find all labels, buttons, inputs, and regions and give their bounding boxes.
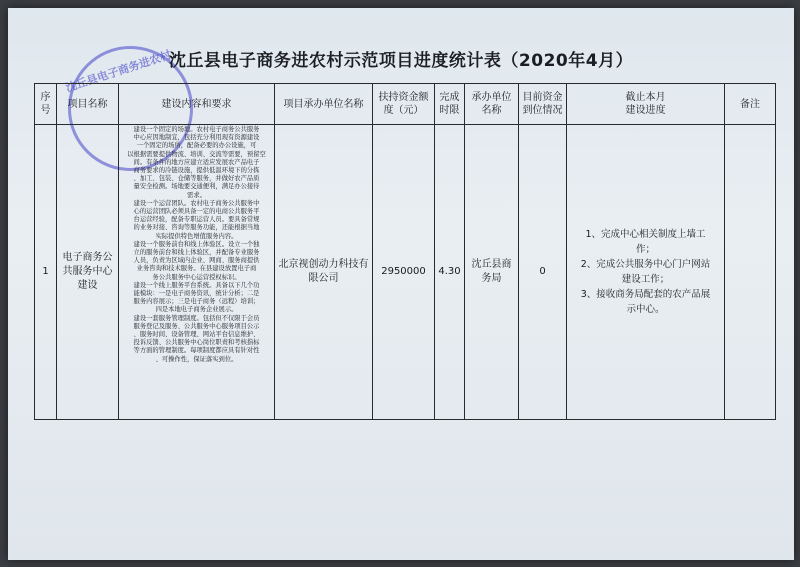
content-line: 人员，负责为区域内企业、网商、服务商提供 xyxy=(133,257,260,265)
cell-deadline: 4.30 xyxy=(435,125,465,420)
header-progress xyxy=(567,84,725,125)
content-line: 、服务时间、设备管理、网站平台信息维护、 xyxy=(133,331,260,339)
cell-contractor: 北京视创动力科技有限公司 xyxy=(275,125,373,420)
content-line: 建设一个线上服务平台系统。具备以下几个功 xyxy=(133,281,260,289)
header-progress-line1: 截止本月 xyxy=(625,92,666,103)
header-progress-line2: 建设进度 xyxy=(625,105,666,116)
cell-project-name: 电子商务公共服务中心建设 xyxy=(57,125,119,420)
content-line: 实际提供特色增值服务内容。 xyxy=(155,232,238,240)
cell-funding: 2950000 xyxy=(373,125,435,420)
content-line: 以根据需要提供物流、培训、交流等需要，预留空 xyxy=(127,150,266,158)
cell-host: 沈丘县商务局 xyxy=(465,125,519,420)
content-line: 心的运营团队必须具备一定的电商公共服务平 xyxy=(133,208,260,216)
content-line: 建设一套服务管理制度。包括但不仅限于会员 xyxy=(133,314,260,322)
content-line: 的业务对接、咨询等服务功能，还能根据当地 xyxy=(133,224,260,232)
content-line: 需求。 xyxy=(187,191,206,199)
table-row xyxy=(35,125,776,420)
content-line: 间。有条件的地方应建立适应发展农产品电子 xyxy=(133,158,260,166)
header-remarks: 备注 xyxy=(725,84,776,125)
content-line: 四是本地电子商务企业展示。 xyxy=(155,306,238,314)
cell-progress xyxy=(567,125,725,420)
table-header-row xyxy=(35,84,776,125)
page-title: 沈丘县电子商务进农村示范项目进度统计表（2020年4月） xyxy=(168,51,634,71)
content-line: 、加工、包装、仓储等服务，并做好农产品质 xyxy=(133,175,260,183)
content-line: 立的服务前台和线上体验区，并配备专业服务 xyxy=(133,249,260,257)
cell-remarks xyxy=(725,125,776,420)
progress-line: 建设工作； xyxy=(621,274,670,285)
content-line: 商务要求的冷链设施，提供低温环境下的分拣 xyxy=(133,167,260,175)
official-seal: 沈丘县电子商务进农村 xyxy=(52,30,210,188)
content-line: 、可操作性，保证落实到位。 xyxy=(155,355,238,363)
header-funding: 扶持资金额度（元） xyxy=(373,84,435,125)
header-contractor: 项目承办单位名称 xyxy=(275,84,373,125)
content-line: 务公共服务中心运营授权标识。 xyxy=(152,273,241,281)
progress-line: 2、完成公共服务中心门户网站 xyxy=(580,259,711,270)
content-line: 量安全检测。场地要交通便利，满足办公接待 xyxy=(133,183,260,191)
document-sheet xyxy=(8,8,794,560)
content-line: 业务咨询和技术服务。在县建设放置电子商 xyxy=(136,265,257,273)
progress-table xyxy=(34,83,776,420)
header-index: 序号 xyxy=(35,84,57,125)
header-project-name: 项目名称 xyxy=(57,84,119,125)
content-line: 台运营经验，配备专职运营人员。要具备常规 xyxy=(133,216,260,224)
header-host: 承办单位名称 xyxy=(465,84,519,125)
content-line: 能模块：一是电子商务资讯，统计分析；二是 xyxy=(133,290,260,298)
progress-line: 1、完成中心相关制度上墙工 xyxy=(585,229,706,240)
content-line: 建设一个固定的场地。农村电子商务公共服务 xyxy=(133,126,260,133)
content-line: 建设一个服务前台和线上体验区。设立一个独 xyxy=(133,240,260,248)
content-line: 服务内容展示；三是电子商务（远程）培训； xyxy=(133,298,260,306)
content-line: 等方面的管理制度。每项制度都应具有针对性 xyxy=(133,347,260,355)
content-line: 中心应因地制宜，包括充分利用现有资源建设 xyxy=(133,134,260,142)
progress-line: 作； xyxy=(635,244,655,255)
content-line: 一个固定的场所，配备必要的办公设施，可 xyxy=(136,142,257,150)
header-content: 建设内容和要求 xyxy=(119,84,275,125)
header-arrival: 目前资金到位情况 xyxy=(519,84,567,125)
content-line: 建设一个运营团队。农村电子商务公共服务中 xyxy=(133,199,260,207)
content-line: 服务登记及服务、公共服务中心服务项目公示 xyxy=(133,322,260,330)
progress-line: 3、接收商务局配套的农产品展 xyxy=(580,289,711,300)
progress-line: 示中心。 xyxy=(626,304,665,315)
cell-index: 1 xyxy=(35,125,57,420)
header-deadline: 完成时限 xyxy=(435,84,465,125)
cell-arrival: 0 xyxy=(519,125,567,420)
content-line: 投诉反馈、公共服务中心岗位职责和考核指标 xyxy=(133,339,260,347)
cell-content xyxy=(119,125,275,420)
